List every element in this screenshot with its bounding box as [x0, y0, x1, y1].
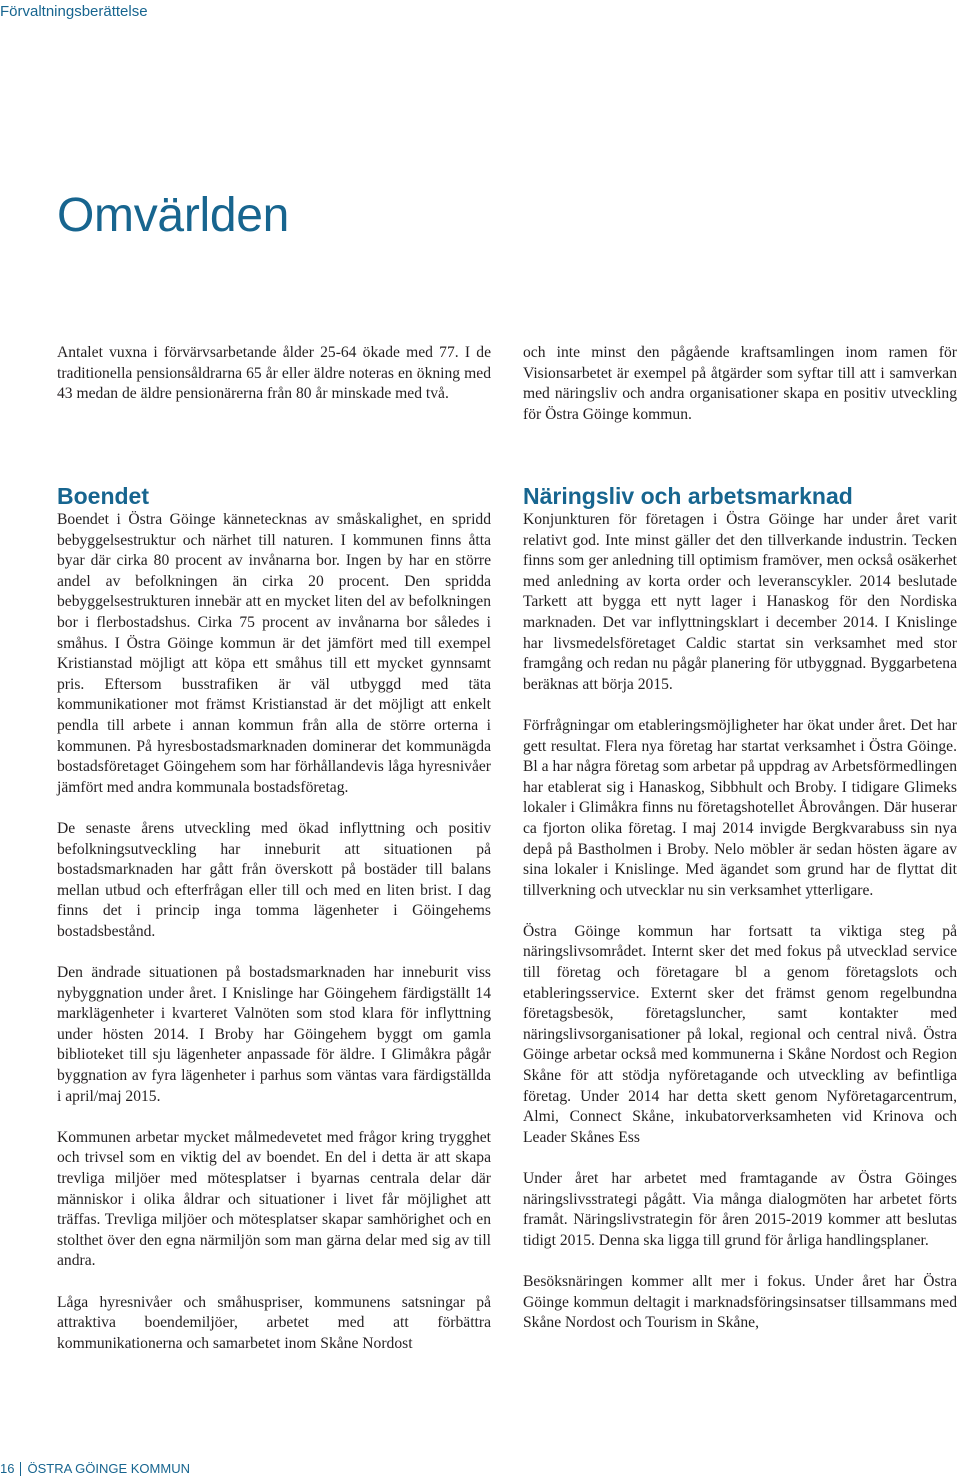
page-number: 16	[0, 1461, 15, 1476]
page-title: Omvärlden	[57, 189, 290, 242]
naringsliv-paragraph: Förfrågningar om etableringsmöjligheter har ökat under året. Det har gett resultat. Flera nya företag har startat verksamhet i Östra Göinge. Bl a har några företag som arbetar på uppdrag av Arbetsförmedlingen har etablerat sig i Hanaskog, Sibbhult och Broby. I tidigare Glimeks lokaler i Glimåkra finns nu företagshotellet Åbrovången. Där huserar ca fjorton olika företag. I maj 2014 invigde Bergkvarabuss sin nya depå på Bastholmen i Broby. Nelo möbler är sedan hösten ägare av sina lokaler i Knislinge. Med ägandet som grund har de flyttat dit tillverkning och utvecklar nu sin verksamhet ytterligare.	[523, 716, 957, 899]
boendet-paragraph: De senaste årens utveckling med ökad inflyttning och positiv befolkningsutveckling har inneburit att situationen på bostadsmarknaden har gått från överskott på bostäder till balans mellan utbud och efterfrågan eller till och med en liten brist. I dag finns det i princip inga tomma lägenheter i Göingehems bostadsbestånd.	[57, 819, 491, 940]
boendet-paragraph: Låga hyresnivåer och småhuspriser, kommunens satsningar på attraktiva boendemiljöer, arbetet med att förbättra kommunikationerna och samarbetet inom Skåne Nordost	[57, 1293, 491, 1352]
boendet-heading: Boendet	[57, 483, 149, 509]
footer-divider	[20, 1462, 21, 1476]
section-header: Förvaltningsberättelse	[0, 3, 148, 20]
intro-left-column	[57, 343, 491, 405]
boendet-paragraph: Kommunen arbetar mycket målmedevetet med frågor kring trygghet och trivsel som en viktig del av boendet. En del i detta är att skapa trevliga miljöer med mötesplatser i byarnas centrala delar där människor i olika åldrar och situationer i livet får möjlighet att träffas. Trevliga miljöer och mötesplatser skapar samhörighet och en stolthet över den egna närmiljön som man gärna delar med sig av till andra.	[57, 1128, 491, 1270]
naringsliv-paragraph: Konjunkturen för företagen i Östra Göinge har under året varit relativt god. Inte minst gäller det den tillverkande industrin. Tecken finns som ger anledning till optimism framöver, men också osäkerhet med anledning av korta order och leveranscykler. 2014 beslutade Tarkett att bygga ett nytt lager i Hanaskog för den Nordiska marknaden. Det var inflyttningsklart i december 2014. I Knislinge har livsmedelsföretaget Caldic startat sin verksamhet med stor framgång och redan nu pågår planering för utbyggnad. Byggarbetena beräknas att börja 2015.	[523, 511, 957, 693]
naringsliv-paragraph: Under året har arbetet med framtagande av Östra Göinges näringslivsstrategi pågått. Via många dialogmöten har arbetet förts framåt. Näringslivstrategin för åren 2015-2019 kommer att beslutas tidigt 2015. Denna ska ligga till grund för årliga handlingsplaner.	[523, 1170, 957, 1249]
naringsliv-heading: Näringsliv och arbetsmarknad	[523, 483, 853, 509]
naringsliv-paragraph: Besöksnäringen kommer allt mer i fokus. Under året har Östra Göinge kommun deltagit i marknadsföringsinsatser tillsammans med Skåne Nordost och Tourism in Skåne,	[523, 1272, 957, 1332]
naringsliv-paragraph: Östra Göinge kommun har fortsatt ta viktiga steg på näringslivsområdet. Internt sker det med fokus på utvecklad service till företag och företagare bl a genom företagslots och etableringsservice. Externt sker det främst genom regelbundna företagsbesök, företagsluncher, samt kontakter med näringslivsorganisationer på lokal, regional och central nivå. Östra Göinge arbetar också med kommunerna i Skåne Nordost och Region Skåne för att stödja nyföretagande och utveckling av befintliga företag. Under 2014 har detta skett genom Nyföretagarcentrum, Almi, Connect Skåne, inkubatorverksamheten vid Krinova och Leader Skånes Ess	[523, 922, 957, 1146]
intro-left-paragraph: Antalet vuxna i förvärvsarbetande ålder 25-64 ökade med 77. I de traditionella pensionsåldrarna 65 år eller äldre noteras en ökning med 43 medan de äldre pensionärerna från 80 år minskade med två.	[57, 344, 491, 403]
naringsliv-section	[523, 483, 957, 1334]
boendet-section	[57, 483, 491, 1354]
intro-right-column	[523, 343, 957, 425]
boendet-paragraph: Boendet i Östra Göinge kännetecknas av småskalighet, en spridd bebyggelsestruktur och närhet till naturen. I kommunen finns åtta byar där cirka 80 procent av invånarna bor. Ingen by har en större andel av befolkningen än cirka 20 procent. Den spridda bebyggelsestrukturen innebär att en mycket liten del av befolkningen bor i flerbostadshus. Cirka 75 procent av invånarna bor således i småhus. I Östra Göinge kommun är det jämfört med till exempel Kristianstad möjligt att köpa ett småhus till ett mycket gynnsamt pris. Eftersom busstrafiken är väl utbyggd med täta kommunikationer mot främst Kristianstad är det möjligt att enkelt pendla till arbete i annan kommun från alla de större orterna i kommunen. På hyresbostadsmarknaden dominerar det kommunägda bostadsföretaget Göingehem som har förhållandevis låga hyresnivåer jämfört med andra kommunala bostadsföretag.	[57, 511, 491, 796]
intro-right-paragraph: och inte minst den pågående kraftsamlingen inom ramen för Visionsarbetet är exempel på åtgärder som syftar till att i samverkan med näringsliv och andra organisationer skapa en positiv utveckling för Östra Göinge kommun.	[523, 344, 957, 423]
boendet-paragraph: Den ändrade situationen på bostadsmarknaden har inneburit viss nybyggnation under året. I Knislinge har Göingehem färdigställt 14 marklägenheter i kvarteret Valnöten som stod klara för inflyttning under hösten 2014. I Broby har Göingehem byggt om gamla biblioteket till sju lägenheter anpassade för äldre. I Glimåkra pågår byggnation av fyra lägenheter i parhus som väntas vara färdigställda i april/maj 2015.	[57, 964, 491, 1105]
page-footer	[0, 1461, 190, 1476]
footer-org: ÖSTRA GÖINGE KOMMUN	[27, 1461, 190, 1476]
